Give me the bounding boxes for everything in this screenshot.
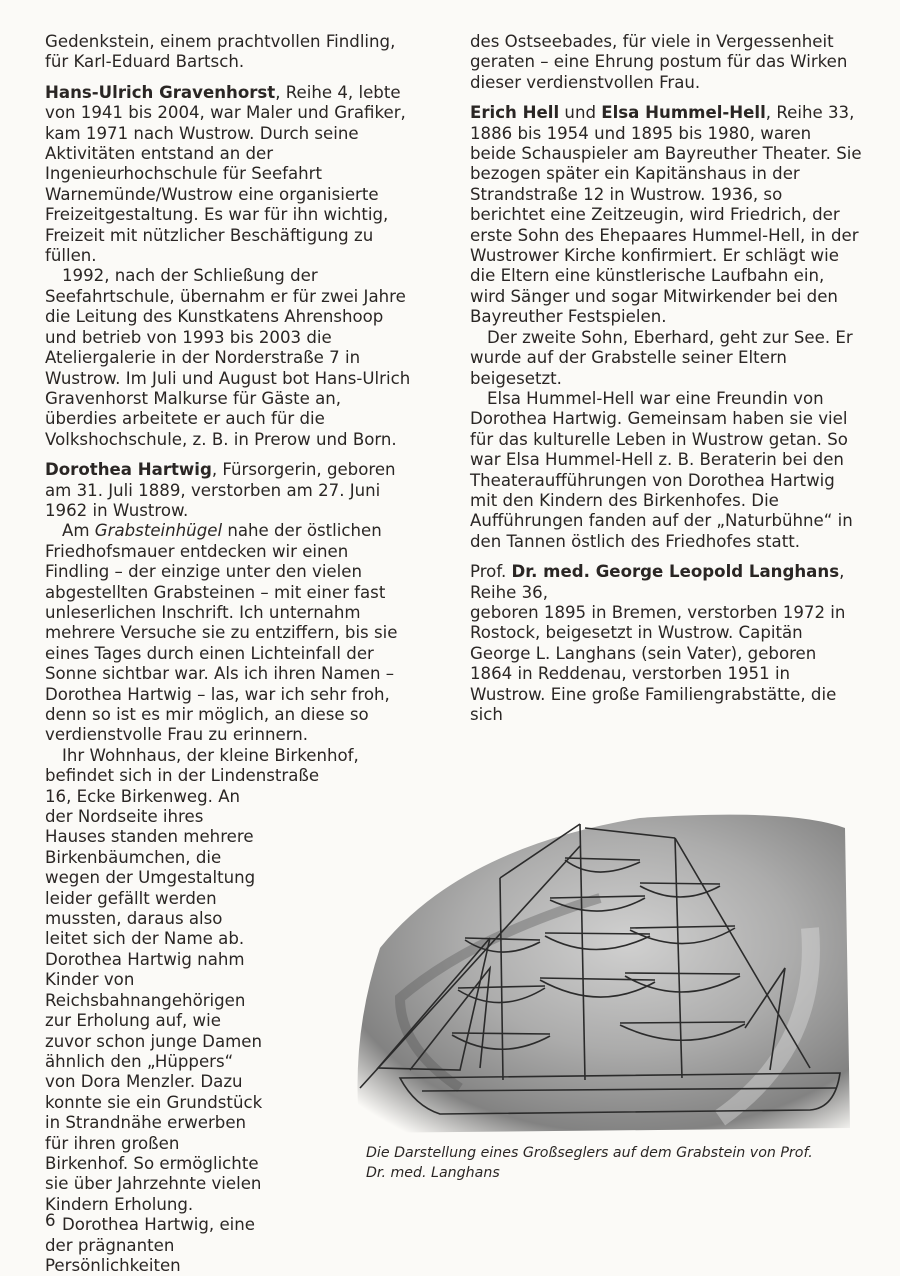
title-prefix: Prof. — [470, 562, 512, 582]
entry-hartwig — [45, 460, 413, 521]
text: nahe der östlichen Friedhofsmauer entdecken wir einen Findling – der einzige unter den vielen abgestellten Grabsteinen – mit einer fast unleserlichen Inschrift. Ich unternahm mehrere Versuche sie zu entziffern, bis sie eines Tages durch einen Lichteinfall der Sonne sichtbar war. Als ich ihren Namen – Dorothea Hartwig – las, war ich sehr froh, denn so ist es mir möglich, an diese so verdienstvolle Frau zu erinnern. — [45, 521, 398, 745]
right-column — [470, 32, 862, 725]
paragraph: Dorothea Hartwig, eine der prägnanten Persönlichkeiten — [45, 1215, 255, 1275]
entry-text: , Fürsorgerin, geboren am 31. Juli 1889, verstorben am 27. Juni 1962 in Wustrow. — [45, 460, 396, 520]
text: und — [559, 103, 602, 123]
entry-name: Dorothea Hartwig — [45, 460, 212, 480]
figure-caption: Die Darstellung eines Großseglers auf dem Grabstein von Prof. Dr. med. Langhans — [366, 1145, 813, 1181]
sailing-ship-drawing — [340, 788, 852, 1140]
entry-hell — [470, 103, 862, 327]
entry-langhans — [470, 562, 862, 603]
paragraph: 1992, nach der Schließung der Seefahrtschule, übernahm er für zwei Jahre die Leitung des Kunstkatens Ahrenshoop und betrieb von 1993 bis 2003 die Ateliergalerie in der Norderstraße 7 in Wustrow. Im Juli und August bot Hans-Ulrich Gravenhorst Malkurse für Gäste an, überdies arbeitete er auch für die Volkshochschule, z. B. in Prerow und Born. — [45, 266, 411, 449]
entry-name: Elsa Hummel-Hell — [601, 103, 766, 123]
gravestone-ship-image — [340, 788, 852, 1140]
paragraph: Elsa Hummel-Hell war eine Freundin von Dorothea Hartwig. Gemeinsam haben sie viel für das kulturelle Leben in Wustrow getan. So war Elsa Hummel-Hell z. B. Beraterin bei den Theateraufführungen von Dorothea Hartwig mit den Kindern des Birkenhofes. Die Aufführungen fanden auf der „Naturbühne“ in den Tannen östlich des Friedhofes statt. — [470, 388, 853, 551]
paragraph: Der zweite Sohn, Eberhard, geht zur See. Er wurde auf der Grabstelle seiner Eltern beigesetzt. — [470, 327, 853, 388]
entry-name: Hans-Ulrich Gravenhorst — [45, 82, 276, 102]
paragraph-wrapped: 16, Ecke Birkenweg. An der Nordseite ihres Hauses standen mehrere Birkenbäumchen, die wegen der Umgestaltung leider gefällt werden mussten, daraus also leitet sich der Name ab. Dorothea Hartwig nahm Kinder von Reichsbahnangehörigen zur Erholung auf, wie zuvor schon junge Damen ähnlich den „Hüppers“ von Dora Menzler. Dazu konnte sie ein Grundstück in Strandnähe erwerben für ihren großen Birkenhof. So ermöglichte sie über Jahrzehnte vielen Kindern Erholung. — [45, 786, 263, 1214]
entry-name: Erich Hell — [470, 103, 560, 123]
emphasis: Grabsteinhügel — [94, 521, 223, 541]
paragraph — [45, 521, 413, 745]
text: Am — [62, 521, 95, 541]
entry-text: , Reihe 4, lebte von 1941 bis 2004, war Maler und Grafiker, kam 1971 nach Wustrow. Durch seine Aktivitäten entstand an der Ingenieurhochschule für Seefahrt Warnemünde/Wustrow eine organisierte Freizeitgestaltung. Es war für ihn wichtig, Freizeit mit nützlicher Beschäftigung zu füllen. — [45, 82, 406, 266]
text: , Reihe 36, — [470, 562, 845, 602]
page-number: 6 — [45, 1211, 56, 1230]
entry-text: geboren 1895 in Bremen, verstorben 1972 in Rostock, beigesetzt in Wustrow. Capitän George L. Langhans (sein Vater), geboren 1864 in Reddenau, verstorben 1951 in Wustrow. Eine große Familiengrabstätte, die sich — [470, 602, 846, 724]
paragraph-continuation: des Ostseebades, für viele in Vergessenheit geraten – eine Ehrung postum für das Wirken dieser verdienstvollen Frau. — [470, 32, 848, 92]
entry-name: Dr. med. George Leopold Langhans — [511, 562, 840, 582]
paragraph-continuation: Gedenkstein, einem prachtvollen Findling, für Karl-Eduard Bartsch. — [45, 32, 396, 72]
paragraph: Ihr Wohnhaus, der kleine Birkenhof, befindet sich in der Lindenstraße — [45, 745, 359, 786]
entry-gravenhorst — [45, 83, 413, 267]
entry-text: , Reihe 33, 1886 bis 1954 und 1895 bis 1980, waren beide Schauspieler am Bayreuther Theater. Sie bezogen später ein Kapitänshaus in der Strandstraße 12 in Wustrow. 1936, so berichtet eine Zeitzeugin, wird Friedrich, der erste Sohn des Ehepaares Hummel-Hell, in der Wustrower Kirche konfirmiert. Er schlägt wie die Eltern eine künstlerische Laufbahn ein, wird Sänger und sogar Mitwirkender bei den Bayreuther Festspielen. — [470, 103, 862, 327]
